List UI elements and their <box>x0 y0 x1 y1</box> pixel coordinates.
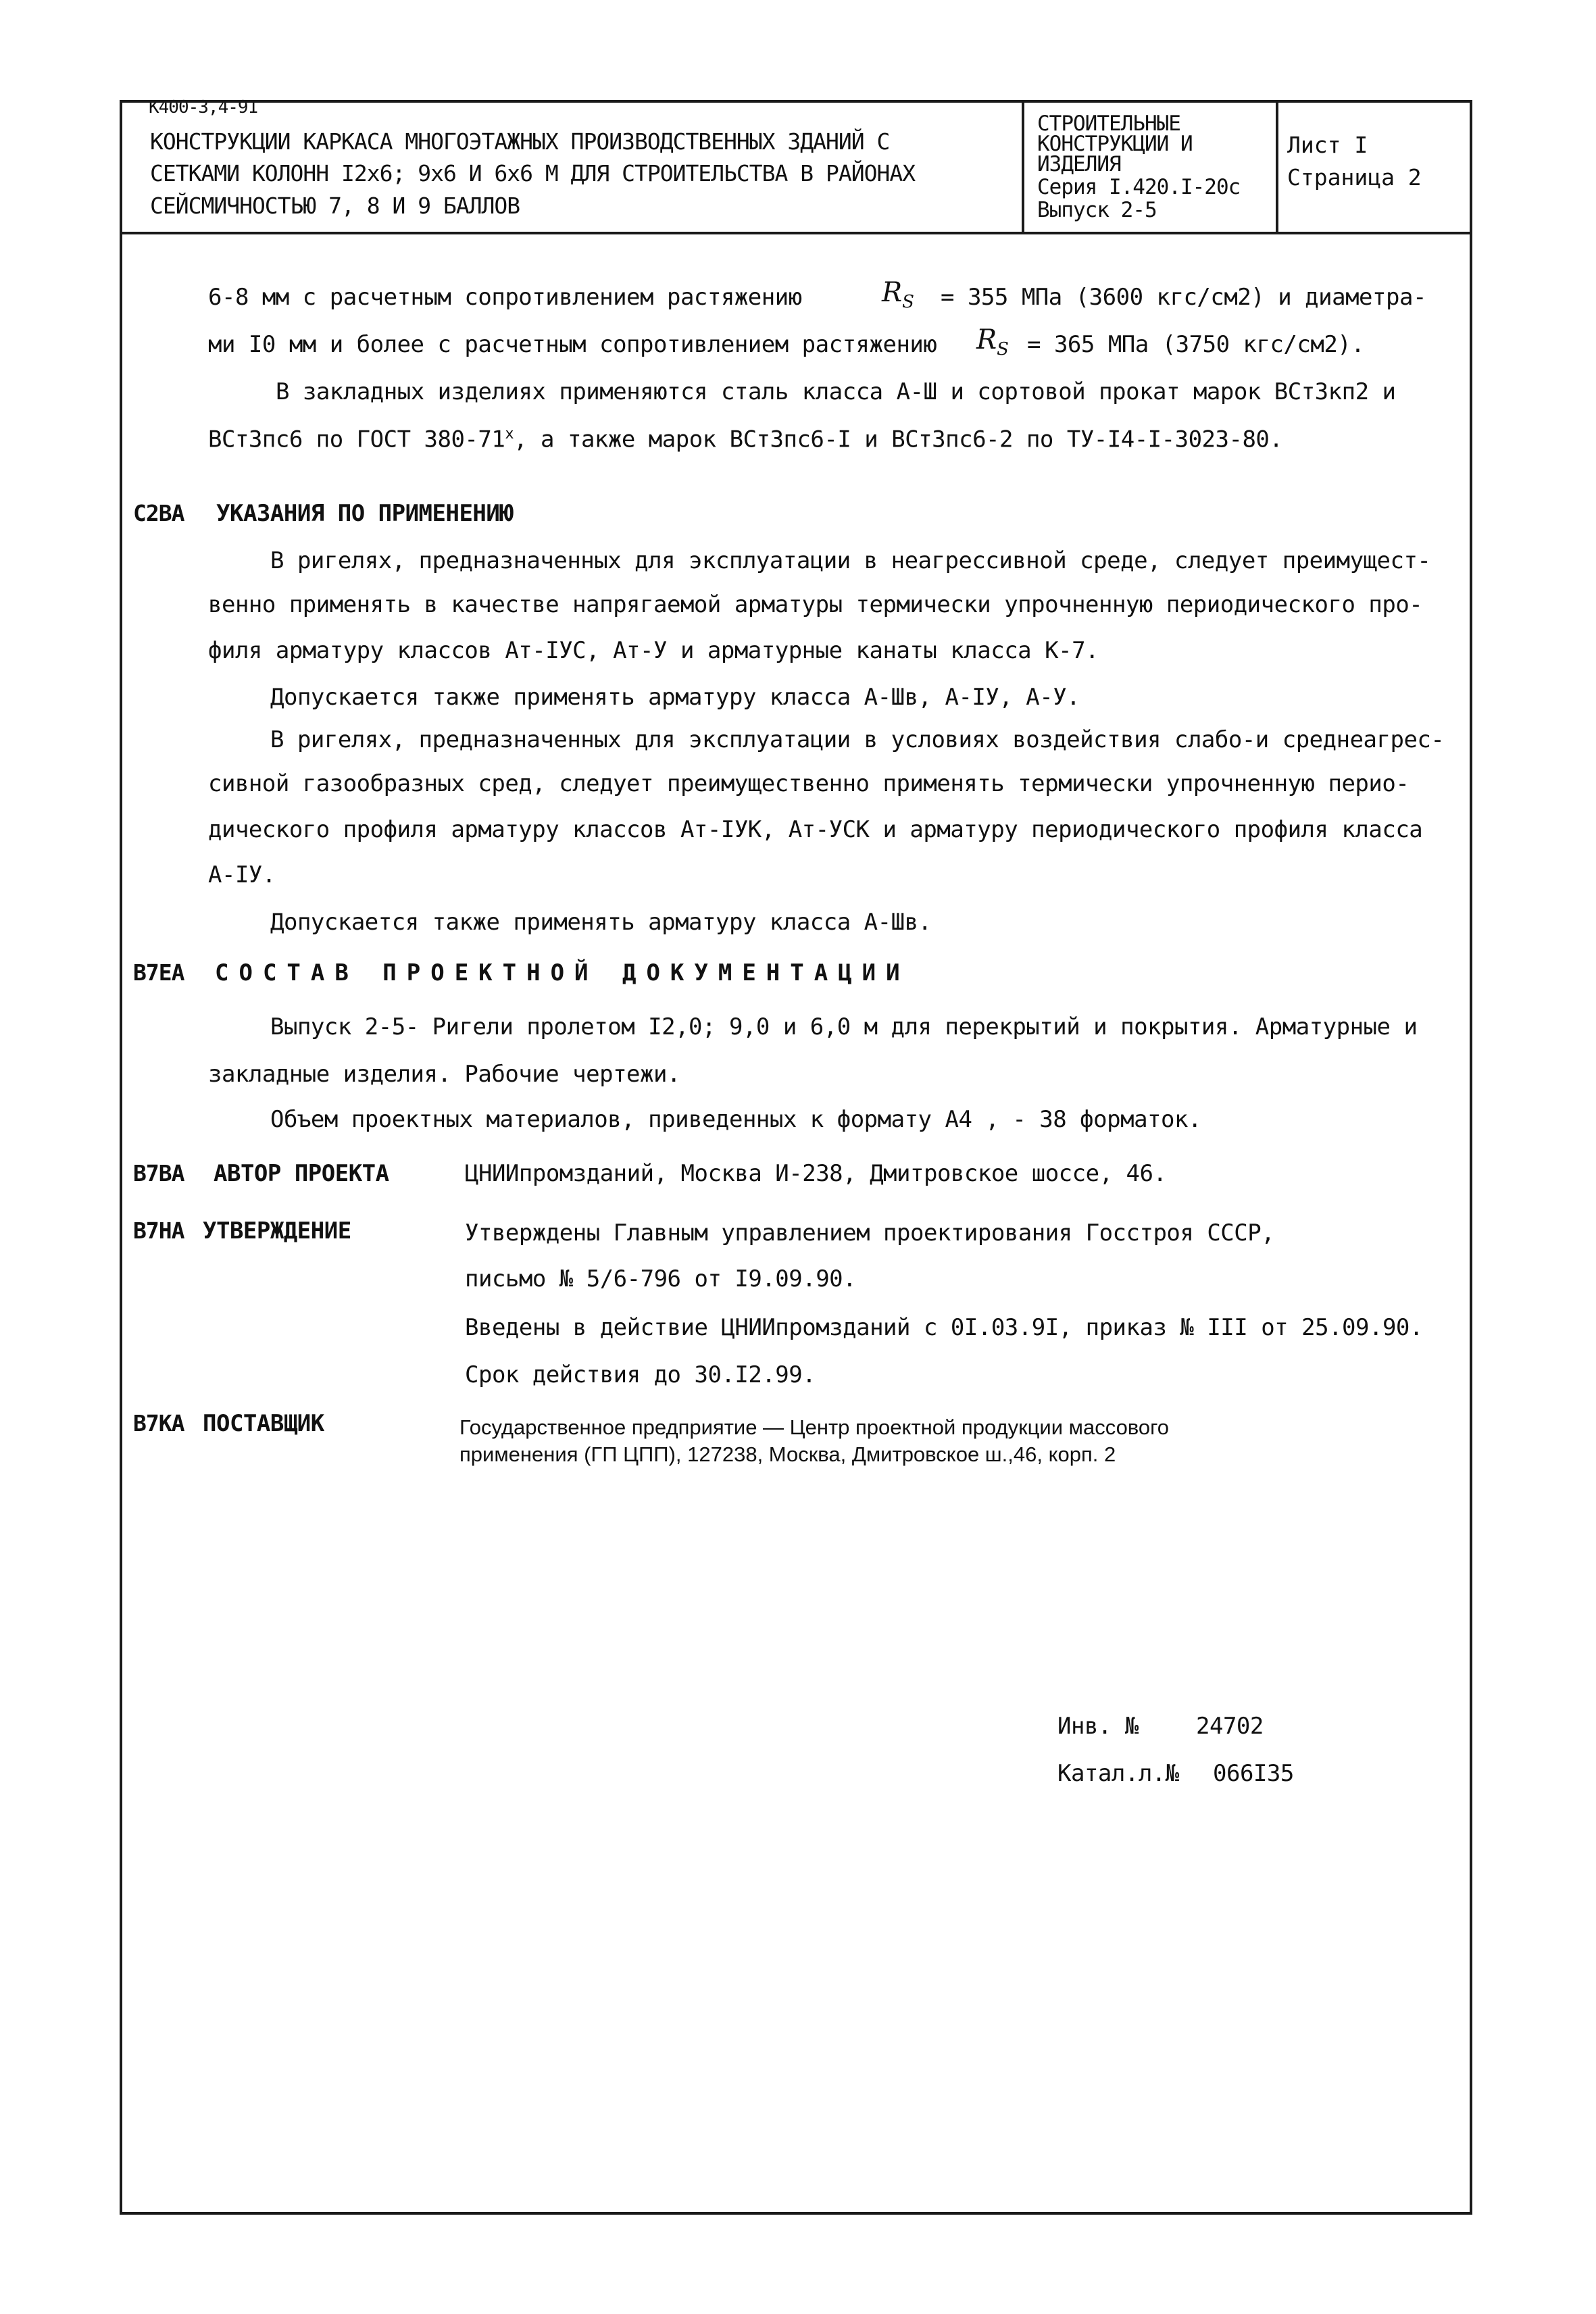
document-code: К400-3,4-91 <box>149 97 258 118</box>
section-code: В7ЕА <box>133 959 184 986</box>
catalog-label: Катал.л.№ <box>1057 1760 1179 1787</box>
composition-line: Выпуск 2-5- Ригели пролетом I2,0; 9,0 и 6,0 м для перекрытий и покрытия. Арматурные и <box>270 1013 1418 1040</box>
header-title-line: СЕЙСМИЧНОСТЬЮ 7, 8 И 9 БАЛЛОВ <box>150 193 520 219</box>
page-frame <box>120 100 1472 2215</box>
approval-line: Срок действия до 30.I2.99. <box>465 1361 816 1388</box>
usage-line: А-IУ. <box>208 861 276 888</box>
section-code: В7ВА <box>133 1160 184 1186</box>
category-line: ИЗДЕЛИЯ <box>1037 152 1121 176</box>
intro-line: ВСт3пс6 по ГОСТ $380-71^х$, а также марок ВСт3пс6-I и ВСт3пс6-2 по ТУ-I4-I-3023-80. <box>208 426 1283 453</box>
section-title: УКАЗАНИЯ ПО ПРИМЕНЕНИЮ <box>216 500 514 527</box>
usage-line: Допускается также применять арматуру класса А-Шв, А-IУ, А-У. <box>270 684 1080 711</box>
resistance-symbol: $R_S$ <box>882 277 914 312</box>
section-code: В7КА <box>133 1410 184 1436</box>
usage-line: дического профиля арматуру классов Ат-IУК, Ат-УСК и арматуру периодического профиля класса <box>208 816 1423 843</box>
issue-line: Выпуск 2-5 <box>1037 198 1157 222</box>
usage-line: венно применять в качестве напрягаемой арматуры термически упрочненную периодического про- <box>208 591 1423 618</box>
intro-line: ми I0 мм и более с расчетным сопротивлением растяжению <box>208 331 937 358</box>
intro-line: = 355 МПа (3600 кгс/см2) и диаметра- <box>941 284 1426 311</box>
resistance-symbol: $R_S$ <box>976 324 1009 359</box>
sheet-number: Лист I <box>1287 132 1368 158</box>
intro-line: = 365 МПа (3750 кгс/см2). <box>1027 331 1365 358</box>
header-divider-vertical <box>1276 100 1278 233</box>
supplier-line: Государственное предприятие — Центр проектной продукции массового <box>459 1415 1170 1439</box>
section-code: В7НА <box>133 1217 184 1244</box>
series-line: Серия I.420.I-20с <box>1037 175 1241 199</box>
usage-line: филя арматуру классов Ат-IУС, Ат-У и арматурные канаты класса К-7. <box>208 637 1099 664</box>
supplier-line: применения (ГП ЦПП), 127238, Москва, Дмитровское ш.,46, корп. 2 <box>459 1442 1116 1466</box>
usage-line: В ригелях, предназначенных для эксплуатации в неагрессивной среде, следует преимущест- <box>270 547 1431 574</box>
header-title-line: КОНСТРУКЦИИ КАРКАСА МНОГОЭТАЖНЫХ ПРОИЗВОДСТВЕННЫХ ЗДАНИЙ С <box>150 128 890 155</box>
author-text: ЦНИИпромзданий, Москва И-238, Дмитровское шоссе, 46. <box>465 1160 1167 1187</box>
header-title-line: СЕТКАМИ КОЛОНН I2х6; 9х6 И 6х6 М ДЛЯ СТРОИТЕЛЬСТВА В РАЙОНАХ <box>150 160 916 186</box>
header-divider <box>120 232 1472 234</box>
approval-line: Утверждены Главным управлением проектирования Госстроя СССР, <box>465 1219 1275 1247</box>
composition-line: закладные изделия. Рабочие чертежи. <box>208 1061 680 1088</box>
catalog-number: 066I35 <box>1213 1760 1294 1787</box>
usage-line: Допускается также применять арматуру класса А-Шв. <box>270 909 932 936</box>
usage-line: В ригелях, предназначенных для эксплуатации в условиях воздействия слабо-и среднеагрес- <box>270 726 1445 753</box>
inventory-number: 24702 <box>1196 1713 1264 1740</box>
usage-line: сивной газообразных сред, следует преимущественно применять термически упрочненную перио- <box>208 770 1410 797</box>
approval-line: Введены в действие ЦНИИпромзданий с 0I.03.9I, приказ № III от 25.09.90. <box>465 1314 1423 1341</box>
section-code: С2ВА <box>133 500 184 526</box>
section-label: УТВЕРЖДЕНИЕ <box>203 1217 351 1244</box>
header-divider-vertical <box>1022 100 1024 233</box>
section-label: ПОСТАВЩИК <box>203 1410 324 1437</box>
page-number: Страница 2 <box>1287 164 1422 191</box>
section-label: АВТОР ПРОЕКТА <box>214 1160 389 1187</box>
inventory-label: Инв. № <box>1057 1713 1139 1740</box>
intro-line: 6-8 мм с расчетным сопротивлением растяжению <box>208 284 802 311</box>
category-line: КОНСТРУКЦИИ И <box>1037 132 1193 156</box>
approval-line: письмо № 5/6-796 от I9.09.90. <box>465 1265 857 1292</box>
category-line: СТРОИТЕЛЬНЫЕ <box>1037 111 1180 136</box>
section-title: СОСТАВ ПРОЕКТНОЙ ДОКУМЕНТАЦИИ <box>215 959 910 986</box>
intro-line: В закладных изделиях применяются сталь класса А-Ш и сортовой прокат марок ВСт3кп2 и <box>276 378 1396 405</box>
composition-line: Объем проектных материалов, приведенных к формату А4 , - 38 форматок. <box>270 1106 1201 1133</box>
